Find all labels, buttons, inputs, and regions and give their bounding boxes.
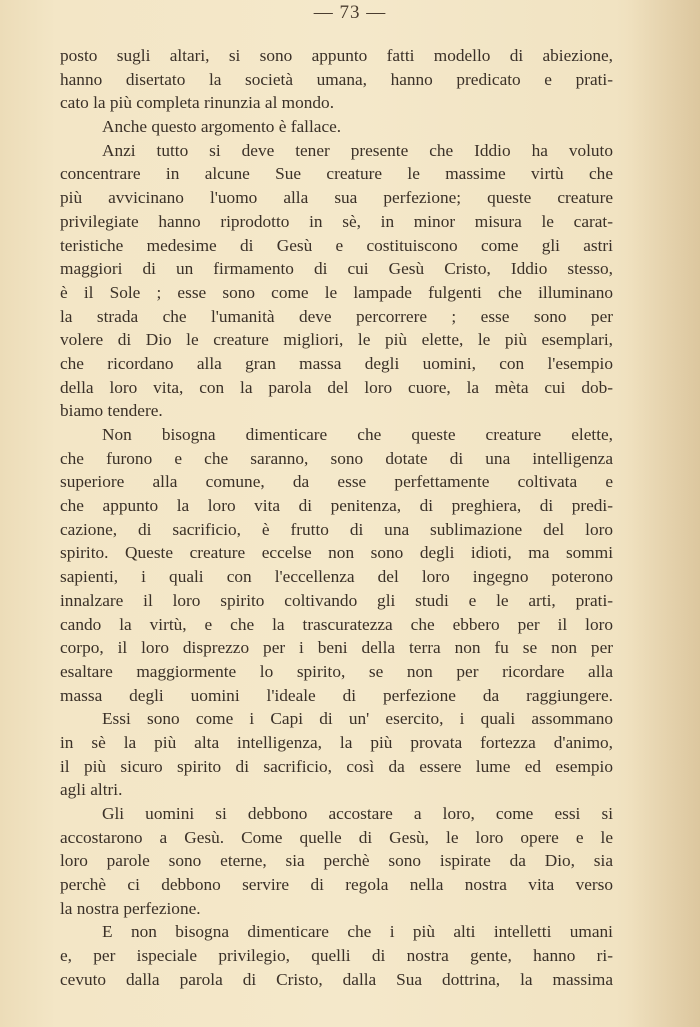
text-line: più avvicinano l'uomo alla sua perfezione; queste creature bbox=[60, 188, 613, 208]
text-line: esaltare maggiormente lo spirito, se non per ricordare alla bbox=[60, 661, 613, 681]
page-edge-shading bbox=[630, 0, 700, 1027]
text-line: agli altri. bbox=[60, 780, 123, 800]
text-line: corpo, il loro disprezzo per i beni della terra non fu se non per bbox=[60, 638, 613, 658]
text-line: biamo tendere. bbox=[60, 401, 163, 421]
text-line: e, per ispeciale privilegio, quelli di nostra gente, hanno ri- bbox=[60, 946, 613, 966]
text-line: sapienti, i quali con l'eccellenza del loro ingegno poterono bbox=[60, 567, 613, 587]
text-line: la nostra perfezione. bbox=[60, 898, 201, 918]
text-line: massa degli uomini l'ideale di perfezione da raggiungere. bbox=[60, 685, 613, 705]
text-line: della loro vita, con la parola del loro cuore, la mèta cui dob- bbox=[60, 377, 613, 397]
body-text bbox=[60, 44, 613, 992]
text-line: Anzi tutto si deve tener presente che Iddio ha voluto bbox=[102, 140, 613, 160]
text-line: accostarono a Gesù. Come quelle di Gesù, le loro opere e le bbox=[60, 827, 613, 847]
text-line: perchè ci debbono servire di regola nella nostra vita verso bbox=[60, 875, 613, 895]
text-line: superiore alla comune, da esse perfettamente coltivata e bbox=[60, 472, 613, 492]
text-line: è il Sole ; esse sono come le lampade fulgenti che illuminano bbox=[60, 282, 613, 302]
text-line: cazione, di sacrificio, è frutto di una sublimazione del loro bbox=[60, 519, 613, 539]
text-line: hanno disertato la società umana, hanno predicato e prati- bbox=[60, 69, 613, 89]
text-line: Anche questo argomento è fallace. bbox=[102, 117, 342, 137]
text-line: Gli uomini si debbono accostare a loro, come essi si bbox=[102, 804, 613, 823]
page-number: — 73 — bbox=[313, 2, 387, 23]
text-line: il più sicuro spirito di sacrificio, così da essere lume ed esempio bbox=[60, 756, 613, 776]
text-line: che appunto la loro vita di penitenza, di preghiera, di predi- bbox=[60, 496, 613, 516]
text-line: privilegiate hanno riprodotto in sè, in minor misura le carat- bbox=[60, 211, 613, 231]
text-line: la strada che l'umanità deve percorrere ; esse sono per bbox=[60, 306, 613, 326]
text-line: maggiori di un firmamento di cui Gesù Cristo, Iddio stesso, bbox=[60, 259, 613, 279]
text-line: teristiche medesime di Gesù e costituiscono come gli astri bbox=[60, 235, 613, 255]
text-line: loro parole sono eterne, sia perchè sono ispirate da Dio, sia bbox=[60, 851, 613, 871]
text-line: posto sugli altari, si sono appunto fatti modello di abiezione, bbox=[60, 46, 613, 65]
text-line: spirito. Queste creature eccelse non sono degli idioti, ma sommi bbox=[60, 543, 613, 563]
text-line: che furono e che saranno, sono dotate di una intelligenza bbox=[60, 448, 613, 468]
text-line: che ricordano alla gran massa degli uomini, con l'esempio bbox=[60, 353, 613, 373]
text-line: Non bisogna dimenticare che queste creature elette, bbox=[102, 425, 613, 444]
text-line: volere di Dio le creature migliori, le più elette, le più esemplari, bbox=[60, 330, 613, 350]
text-line: Essi sono come i Capi di un' esercito, i quali assommano bbox=[102, 709, 613, 729]
text-line: concentrare in alcune Sue creature le massime virtù che bbox=[60, 164, 613, 184]
text-line: cato la più completa rinunzia al mondo. bbox=[60, 93, 335, 113]
text-line: cevuto dalla parola di Cristo, dalla Sua dottrina, la massima bbox=[60, 969, 613, 989]
text-line: innalzare il loro spirito coltivando gli studi e le arti, prati- bbox=[60, 590, 613, 610]
text-line: in sè la più alta intelligenza, la più provata fortezza d'animo, bbox=[60, 732, 613, 752]
text-line: cando la virtù, e che la trascuratezza che ebbero per il loro bbox=[60, 614, 613, 634]
text-line: E non bisogna dimenticare che i più alti intelletti umani bbox=[102, 922, 613, 942]
